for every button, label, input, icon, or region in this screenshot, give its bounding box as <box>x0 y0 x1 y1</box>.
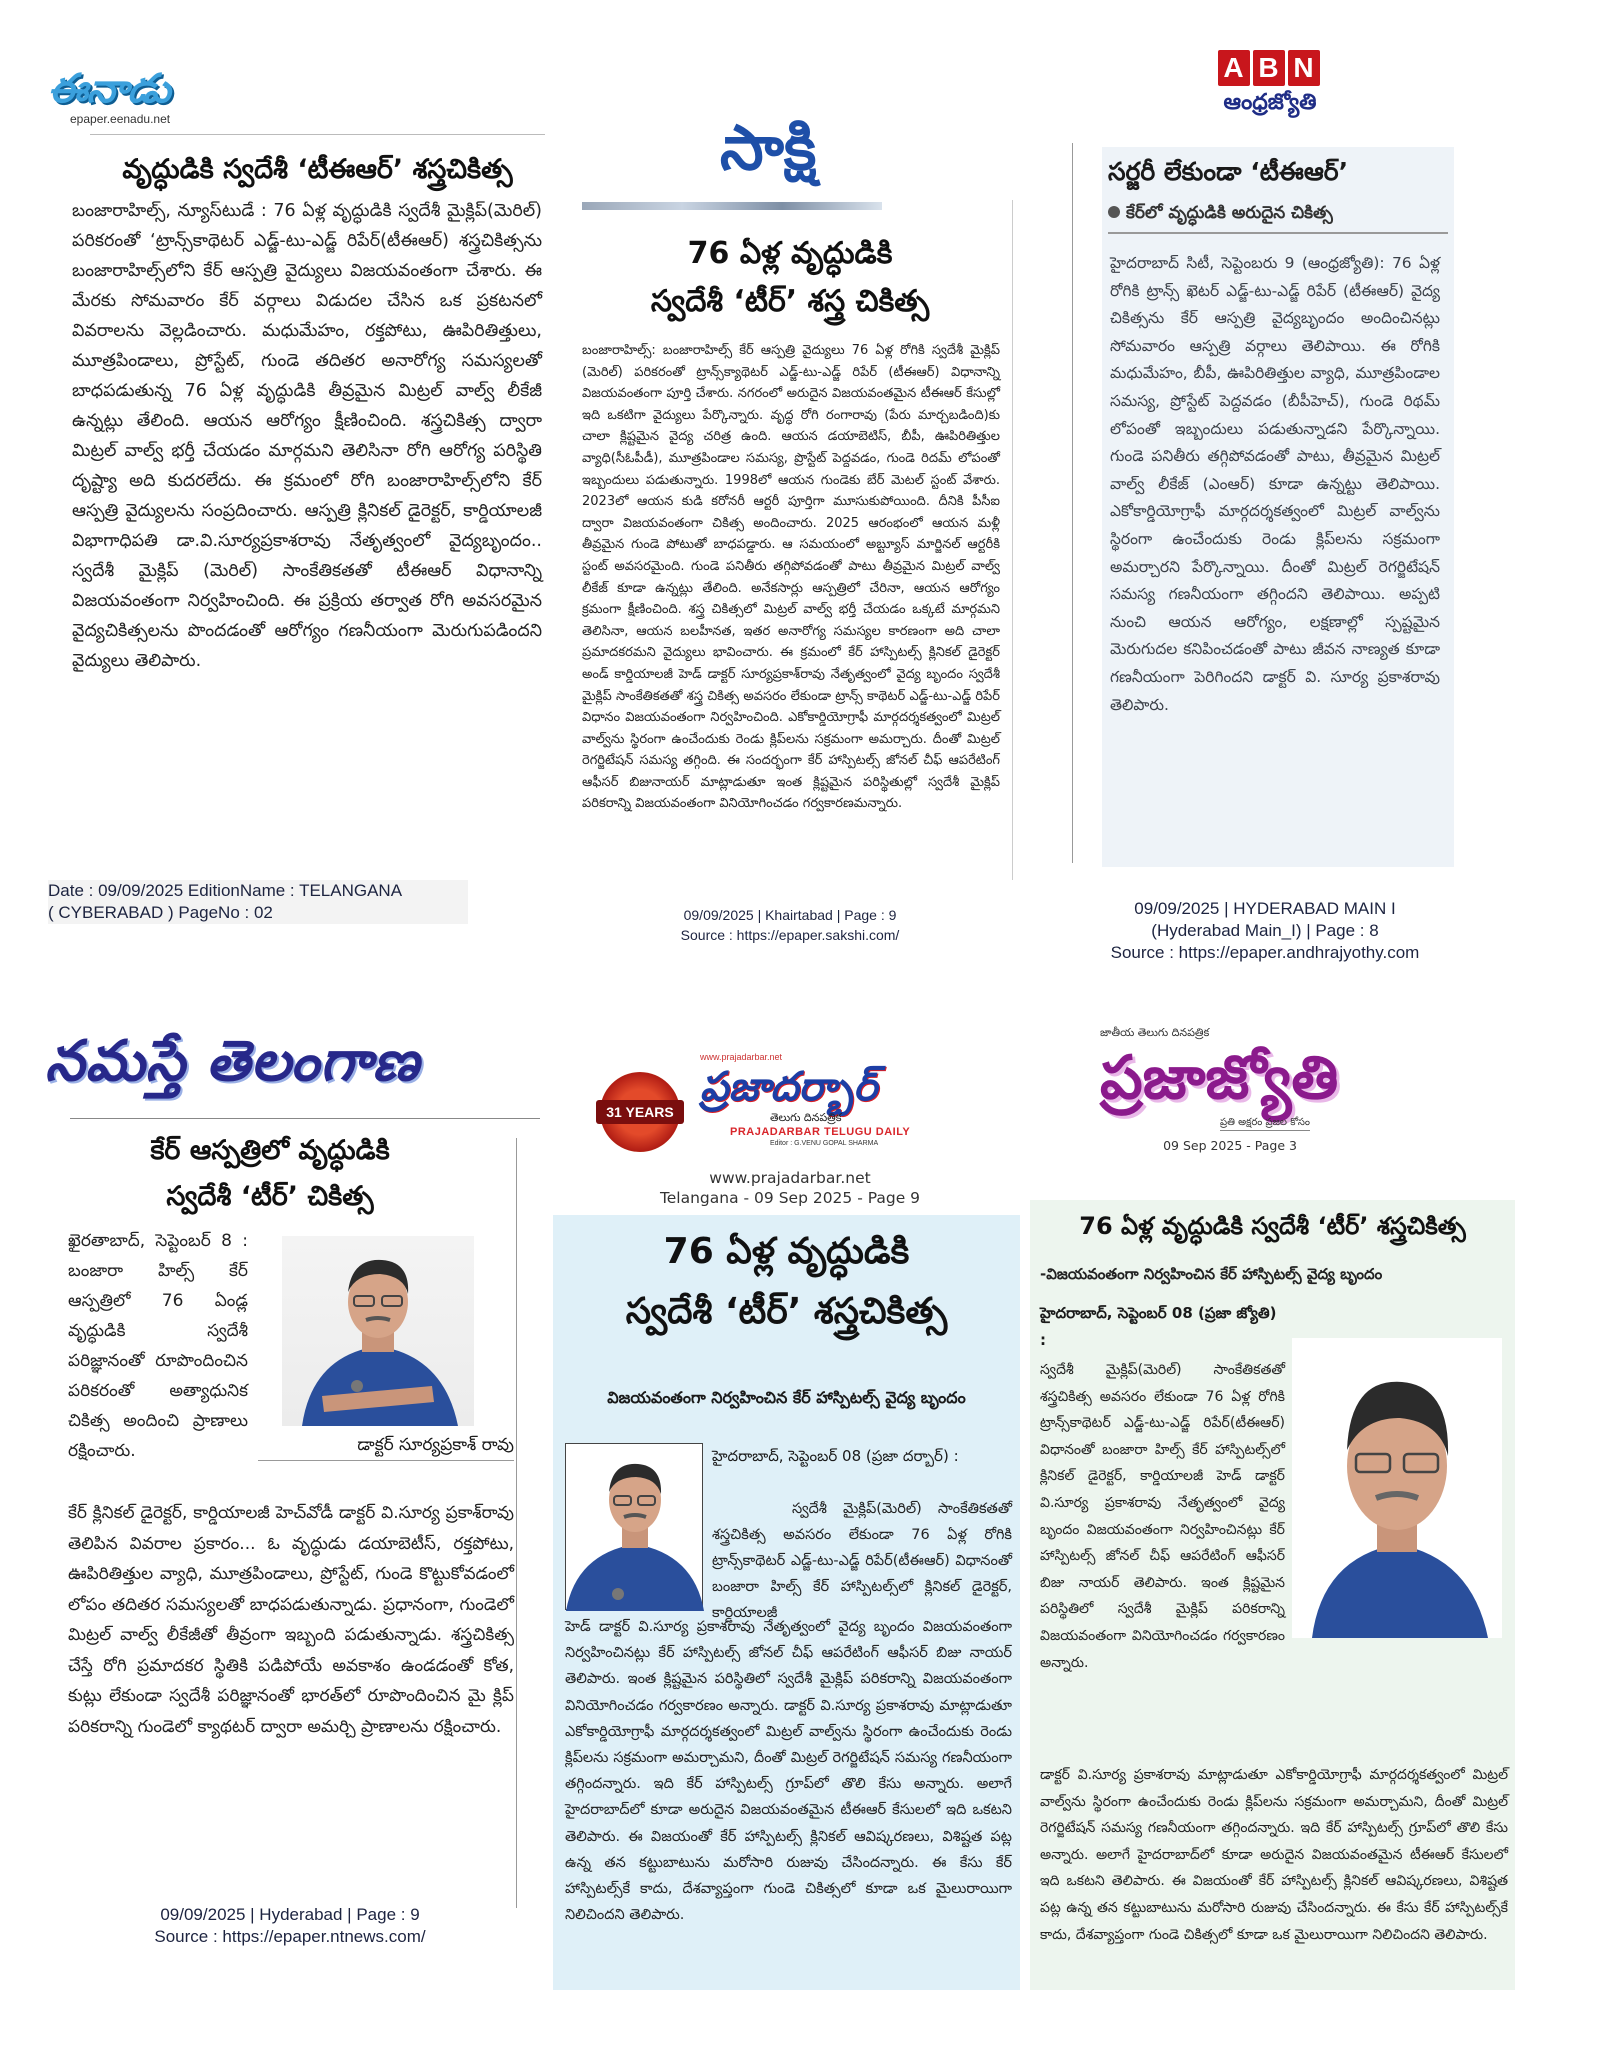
prajadarbar-subhead: విజయవంతంగా నిర్వహించిన కేర్ హాస్పిటల్స్ వైద్య బృందం <box>607 1388 966 1407</box>
eenadu-caption-line2: ( CYBERABAD ) PageNo : 02 <box>48 903 273 922</box>
namasthe-photo-caption: డాక్టర్ సూర్యప్రకాశ్ రావు <box>258 1432 514 1461</box>
andhrajyothy-caption-line3: Source : https://epaper.andhrajyothy.com <box>1110 943 1420 962</box>
prajajyothy-logo: ప్రజాజ్యోతి <box>1100 1043 1339 1113</box>
prajadarbar-editor: Editor : G.VENU GOPAL SHARMA <box>770 1140 879 1147</box>
prajadarbar-caption-line2: Telangana - 09 Sep 2025 - Page 9 <box>659 1189 921 1207</box>
doctor-portrait-icon <box>566 1444 704 1611</box>
prajajyothy-logo-block <box>1100 1026 1460 1155</box>
prajajyothy-subhead: -విజయవంతంగా నిర్వహించిన కేర్ హాస్పిటల్స్ వైద్య బృందం <box>1040 1265 1383 1283</box>
eenadu-logo <box>48 66 248 126</box>
andhrajyothy-headline: సర్జరీ లేకుండా ‘టీఈఆర్’ <box>1108 157 1349 186</box>
prajadarbar-logo: ప్రజాదర్బార్ <box>700 1064 878 1110</box>
sakshi-caption-line1: 09/09/2025 | Khairtabad | Page : 9 <box>683 907 897 923</box>
abn-logo-letters <box>1218 50 1323 88</box>
sakshi-column-rule <box>1012 200 1013 880</box>
doctor-portrait-icon <box>282 1236 474 1426</box>
abn-letter-n: N <box>1288 50 1320 86</box>
prajadarbar-logo-block <box>700 1052 1000 1148</box>
doctor-portrait-icon <box>1292 1338 1502 1638</box>
sakshi-article-body: బంజారాహిల్స్: బంజారాహిల్స్ కేర్ ఆస్పత్రి వైద్యులు 76 ఏళ్ల రోగికి స్వదేశీ మైక్లిప్ (మెరిల్) పరికరంతో ట్రాన్స్‌క్యాథెటర్ ఎడ్జ్-టు-ఎడ్జ్ రిపేర్ (టీఈఆర్) విధానాన్ని విజయవంతంగా పూర్తి చేశారు. నగరంలో అరుదైన విజయవంతమైన టీఈఆర్ కేసుల్లో ఇది ఒకటిగా వైద్యులు పేర్కొన్నారు. వృద్ధ రోగి రంగారావు (పేరు మార్చబడింది)కు చాలా క్లిష్టమైన వైద్య చరిత్ర ఉంది. ఆయన డయాబెటిస్, బీపీ, ఊపిరితిత్తుల వ్యాధి(సీఓపీడీ), మూత్రపిండాల సమస్య, ప్రొస్టేట్ పెద్దవడం, గుండె రిదమ్ లోపంతో ఇబ్బందులు పడుతున్నారు. 1998లో ఆయన గుండెకు బేర్ మెటల్ స్టంట్ వేశారు. 2023లో ఆయన కుడి కరోనరీ ఆర్టరీ పూర్తిగా మూసుకుపోయింది. దీనికి పీసీఐ ద్వారా విజయవంతంగా చికిత్స అందించారు. 2025 ఆరంభంలో ఆయన మళ్లీ తీవ్రమైన గుండె పోటుతో బాధపడ్డారు. ఆ సమయంలో అబ్ట్యూస్ మార్జినల్ ఆర్టరీకి స్టంట్ అవసరమైంది. గుండె పనితీరు తగ్గిపోవడంతో పాటు తీవ్రమైన మిట్రల్ వాల్వ్ లీకేజ్ కూడా ఉన్నట్లు తేలింది. అనేకసార్లు ఆస్పత్రిలో చేరినా, ఆయన ఆరోగ్యం క్రమంగా క్షీణించింది. శస్త్ర చికిత్సలో మిట్రల్ వాల్వ్ భర్తీ చేయడం ఒక్కటే మార్గమని తెలిసినా, ఆయన బలహీనత, ఇతర అనారోగ్య సమస్యల కారణంగా అది చాలా ప్రమాదకరమని వైద్యులు భావించారు. ఈ క్రమంలో కేర్ హాస్పిటల్స్ క్లినికల్ డైరెక్టర్ అండ్ కార్డియాలజీ హెడ్ డాక్టర్ సూర్యప్రకాశ్‌రావు నేతృత్వంలో వైద్య బృందం స్వదేశీ మైక్లిప్ సాంకేతికతతో శస్త్ర చికిత్స అవసరం లేకుండా ట్రాన్స్ కాథెటర్ ఎడ్జ్-టు-ఎడ్జ్ రిపేర్ విధానం విజయవంతంగా నిర్వహించింది. ఎకోకార్డియోగ్రాఫీ మార్గదర్శకత్వంలో మిట్రల్ వాల్వ్‌ను స్థిరంగా ఉంచేందుకు రెండు క్లిప్‌లను సక్రమంగా అమర్చారు. దీంతో మిట్రల్ రెగర్జిటేషన్ సమస్య తగ్గింది. ఈ సందర్భంగా కేర్ హాస్పిటల్స్ జోనల్ చీఫ్ ఆపరేటింగ్ ఆఫీసర్ బిజునాయర్ మాట్లాడుతూ ఇంత క్లిష్టమైన పరిస్థితుల్లో స్వదేశీ మైక్లిప్ పరికరాన్ని విజయవంతంగా వినియోగించడం గర్వకారణమన్నారు. <box>582 343 1000 812</box>
sakshi-header-strip <box>582 202 882 210</box>
abn-letter-a: A <box>1218 50 1250 86</box>
namasthe-divider <box>70 1118 540 1119</box>
sakshi-source-caption <box>580 905 1000 945</box>
prajadarbar-logo-url: www.prajadarbar.net <box>700 1052 783 1062</box>
prajajyothy-source-caption: 09 Sep 2025 - Page 3 <box>1163 1138 1297 1153</box>
prajadarbar-dateline: హైదరాబాద్, సెప్టెంబర్ 08 (ప్రజా దర్బార్) : <box>712 1447 959 1465</box>
prajadarbar-article-body: హెడ్ డాక్టర్ వి.సూర్య ప్రకాశరావు నేతృత్వంలో వైద్య బృందం విజయవంతంగా నిర్వహించినట్లు కేర్ హాస్పిటల్స్ జోనల్ చీఫ్ ఆపరేటింగ్ ఆఫీసర్ బిజు నాయర్ తెలిపారు. ఇంత క్లిష్టమైన పరిస్థితిలో స్వదేశీ మైక్లిప్ పరికరాన్ని విజయవంతంగా వినియోగించడం గర్వకారణం అన్నారు. డాక్టర్ వి.సూర్య ప్రకాశరావు మాట్లాడుతూ ఎకోకార్డియోగ్రాఫీ మార్గదర్శకత్వంలో మిట్రల్ వాల్వ్‌ను స్థిరంగా ఉంచేందుకు రెండు క్లిప్‌లను సక్రమంగా అమర్చామని, దీంతో మిట్రల్ రెగర్జిటేషన్ సమస్య గణనీయంగా తగ్గిందన్నారు. ఇది కేర్ హాస్పిటల్స్ గ్రూప్‌లో తొలి కేసు అన్నారు. అలాగే హైదరాబాద్‌లో కూడా అరుదైన విజయవంతమైన టీఈఆర్ కేసులలో ఇది ఒకటని తెలిపారు. ఈ విజయంతో కేర్ హాస్పిటల్స్ క్లినికల్ ఆవిష్కరణలు, విశిష్టత పట్ల ఉన్న తన కట్టుబాటును మరోసారి రుజువు చేసిందన్నారు. ఈ కేసు కేర్ హాస్పిటల్స్‌కే కాదు, దేశవ్యాప్తంగా గుండె చికిత్సలో కూడా ఒక మైలురాయిగా నిలిచిందని తెలిపారు. <box>565 1619 1012 1924</box>
namasthe-article-body: కేర్ క్లినికల్ డైరెక్టర్, కార్డియాలజీ హెచ్‌వోడీ డాక్టర్ వి.సూర్య ప్రకాశ్‌రావు తెలిపిన వివరాల ప్రకారం... ఓ వృద్ధుడు డయాబెటీస్, రక్తపోటు, ఊపిరితిత్తుల వ్యాధి, మూత్రపిండాలు, ప్రోస్టేట్, గుండె కొట్టుకోవడంలో లోపం తదితర సమస్యలతో బాధపడుతున్నాడు. ప్రధానంగా, గుండెలో మిట్రల్ వాల్వ్ లీకేజీతో తీవ్రంగా ఇబ్బంది పడుతున్నాడు. శస్త్రచికిత్స చేస్తే రోగి ప్రమాదకర స్థితికి పడిపోయే అవకాశం ఉండడంతో కోత, కుట్లు లేకుండా స్వదేశీ పరిజ్ఞానంతో భారత్‌లో రూపొందించిన మై క్లిప్ పరికరాన్ని గుండెలో క్యాథటర్ ద్వారా అమర్చి ప్రాణాలను రక్షించారు. <box>68 1503 514 1737</box>
eenadu-logo-url: epaper.eenadu.net <box>70 112 171 126</box>
prajadarbar-logo-en-sub: PRAJADARBAR TELUGU DAILY <box>730 1126 911 1138</box>
andhrajyothy-caption-line1: 09/09/2025 | HYDERABAD MAIN I <box>1134 899 1396 918</box>
prajadarbar-headline-line2: స్వదేశీ ‘టీర్’ శస్త్రచికిత్స <box>625 1291 948 1332</box>
prajadarbar-doctor-photo <box>565 1443 703 1610</box>
andhrajyothy-source-caption <box>1065 898 1465 964</box>
andhrajyothy-article-body: హైదరాబాద్ సిటీ, సెప్టెంబరు 9 (ఆంధ్రజ్యోతి): 76 ఏళ్ల రోగికి ట్రాన్స్ ఖెటర్ ఎడ్జ్-టు-ఎడ్జ్ రిపేర్ (టీఈఆర్) వైద్య చికిత్సను కేర్ ఆస్పత్రి వైద్యబృందం అందించినట్లు సోమవారం ఆస్పత్రి వర్గాలు తెలిపాయి. ఈ రోగికి మధుమేహం, బీపీ, ఊపిరితిత్తుల వ్యాధి, మూత్రపిండాల సమస్య, ప్రోస్టేట్ పెద్దవడం (బీపీహెచ్), గుండె రిథమ్ లోపంతో ఇబ్బందులు పడుతున్నాడని పేర్కొన్నాయి. గుండె పనితీరు తగ్గిపోవడంతో పాటు, తీవ్రమైన మిట్రల్ వాల్వ్ లీకేజ్ (ఎంఆర్) కూడా ఉన్నట్టు తెలిపాయి. ఎకోకార్డియోగ్రాఫీ మార్గదర్శకత్వంలో మిట్రల్ వాల్వ్‌ను స్థిరంగా ఉంచేందుకు రెండు క్లిప్‌లను సక్రమంగా అమర్చారని పేర్కొన్నాయి. దీంతో మిట్రల్ రెగర్జిటేషన్ సమస్య గణనీయంగా తగ్గిందని తెలిపాయి. అప్పటి నుంచి ఆయన ఆరోగ్యం, లక్షణాల్లో స్పష్టమైన మెరుగుదల కనిపించడంతో పాటు జీవన నాణ్యత కూడా గణనీయంగా పెరిగిందని డాక్టర్ వి. సూర్య ప్రకాశరావు తెలిపారు. <box>1110 254 1440 714</box>
eenadu-logo-wordmark: ఈనాడు <box>48 66 170 112</box>
prajajyothy-headline: 76 ఏళ్ల వృద్ధుడికి స్వదేశీ ‘టీర్’ శస్త్రచికిత్స <box>1079 1212 1466 1240</box>
abn-letter-b: B <box>1253 50 1285 86</box>
namasthe-doctor-photo <box>282 1236 474 1426</box>
eenadu-source-caption <box>48 880 468 924</box>
namasthe-source-caption <box>80 1904 500 1948</box>
prajajyothy-tagline-bottom: ప్రతి అక్షరం ప్రజల కోసం <box>1220 1116 1310 1131</box>
prajadarbar-intro: స్వదేశీ మైక్లిప్(మెరిల్) సాంకేతికతతో శస్త్రచికిత్స అవసరం లేకుండా 76 ఏళ్ల రోగికి ట్రాన్స్‌కాథెటర్ ఎడ్జ్-టు-ఎడ్జ్ రిపేర్(టీఈఆర్) విధానంతో బంజారా హిల్స్ కేర్ హాస్పిటల్స్‌లో క్లినికల్ డైరెక్టర్, కార్డియాలజీ <box>712 1501 1012 1621</box>
bullet-icon <box>1108 206 1120 218</box>
prajajyothy-article-body: డాక్టర్ వి.సూర్య ప్రకాశరావు మాట్లాడుతూ ఎకోకార్డియోగ్రాఫీ మార్గదర్శకత్వంలో మిట్రల్ వాల్వ్‌ను స్థిరంగా ఉంచేందుకు రెండు క్లిప్‌లను సక్రమంగా అమర్చామని, దీంతో మిట్రల్ రెగర్జిటేషన్ సమస్య గణనీయంగా తగ్గిందన్నారు. ఇది కేర్ హాస్పిటల్స్ గ్రూప్‌లో తొలి కేసు అన్నారు. అలాగే హైదరాబాద్‌లో కూడా అరుదైన విజయవంతమైన టీఈఆర్ కేసులలో ఇది ఒకటని తెలిపారు. ఈ విజయంతో కేర్ హాస్పిటల్స్ క్లినికల్ ఆవిష్కరణలు, విశిష్టత పట్ల ఉన్న తన కట్టుబాటును మరోసారి రుజువు చేసిందన్నారు. ఈ కేసు కేర్ హాస్పిటల్స్‌కే కాదు, దేశవ్యాప్తంగా గుండె చికిత్సలో కూడా ఒక మైలురాయిగా నిలిచిందని తెలిపారు. <box>1040 1767 1508 1943</box>
namasthe-logo: నమస్తే తెలంగాణ <box>45 1029 420 1094</box>
namasthe-intro: ఖైరతాబాద్, సెప్టెంబర్ 8 : బంజారా హిల్స్ కేర్ ఆస్పత్రిలో 76 ఏండ్ల వృద్ధుడికి స్వదేశీ పరిజ్ఞానంతో రూపొందించిన పరికరంతో అత్యాధునిక చికిత్స అందించి ప్రాణాలు రక్షించారు. <box>68 1231 248 1461</box>
namasthe-caption-line1: 09/09/2025 | Hyderabad | Page : 9 <box>160 1905 420 1924</box>
prajadarbar-headline-line1: 76 ఏళ్ల వృద్ధుడికి <box>663 1231 910 1272</box>
namasthe-headline-line2: స్వదేశీ ‘టీర్’ చికిత్స <box>166 1181 374 1212</box>
andhrajyothy-caption-line2: (Hyderabad Main_I) | Page : 8 <box>1151 921 1379 940</box>
sakshi-headline-line2: స్వదేశీ ‘టీర్’ శస్త్ర చికిత్స <box>650 284 930 319</box>
eenadu-caption-line1: Date : 09/09/2025 EditionName : TELANGANA <box>48 881 403 900</box>
eenadu-headline: వృద్ధుడికి స్వదేశీ ‘టీఈఆర్’ శస్త్రచికిత్స <box>122 154 513 185</box>
andhrajyothy-wordmark: ఆంధ్రజ్యోతి <box>1223 90 1317 115</box>
namasthe-caption-line2: Source : https://epaper.ntnews.com/ <box>154 1927 426 1946</box>
sakshi-headline-line1: 76 ఏళ్ల వృద్ధుడికి <box>687 236 893 271</box>
eenadu-article-body: బంజారాహిల్స్, న్యూస్‌టుడే : 76 ఏళ్ల వృద్ధుడికి స్వదేశీ మైక్లిప్(మెరిల్) పరికరంతో ‘ట్రాన్స్‌కాథెటర్ ఎడ్జ్-టు-ఎడ్జ్ రిపేర్(టీఈఆర్) శస్త్రచికిత్సను బంజారాహిల్స్‌లోని కేర్ ఆస్పత్రి వైద్యులు విజయవంతంగా చేశారు. ఈ మేరకు సోమవారం కేర్ వర్గాలు విడుదల చేసిన ఒక ప్రకటనలో వివరాలను వెల్లడించారు. మధుమేహం, రక్తపోటు, ఊపిరితిత్తులు, మూత్రపిండాలు, ప్రోస్టేట్, గుండె తదితర అనారోగ్య సమస్యలతో బాధపడుతున్న 76 ఏళ్ల వృద్ధుడికి తీవ్రమైన మిట్రల్ వాల్వ్ లీకేజీ ఉన్నట్లు తేలింది. ఆయన ఆరోగ్యం క్షీణించింది. శస్త్రచికిత్స ద్వారా మిట్రల్ వాల్వ్ భర్తీ చేయడం మార్గమని తెలిసినా రోగి ఆరోగ్య పరిస్థితి దృష్ట్యా అది కుదరలేదు. ఈ క్రమంలో రోగి బంజారాహిల్స్‌లోని కేర్ ఆస్పత్రి వైద్యులను సంప్రదించారు. ఆస్పత్రి క్లినికల్ డైరెక్టర్, కార్డియాలజీ విభాగాధిపతి డా.వి.సూర్యప్రకాశరావు నేతృత్వంలో వైద్యబృందం.. స్వదేశీ మైక్లిప్ (మెరిల్) సాంకేతికతతో టీఈఆర్ విధానాన్ని విజయవంతంగా నిర్వహించింది. ఈ ప్రక్రియ తర్వాత రోగి అవసరమైన వైద్యచికిత్సలను పొందడంతో ఆరోగ్యం గణనీయంగా మెరుగుపడిందని వైద్యులు తెలిపారు. <box>72 201 542 671</box>
prajadarbar-31-years-badge <box>600 1072 680 1152</box>
namasthe-headline-line1: కేర్ ఆస్పత్రిలో వృద్ధుడికి <box>150 1135 390 1166</box>
prajadarbar-caption-line1: www.prajadarbar.net <box>709 1169 871 1187</box>
andhrajyothy-subhead-text: కేర్‌లో వృద్ధుడికి అరుదైన చికిత్స <box>1126 203 1333 223</box>
prajajyothy-doctor-photo <box>1292 1338 1502 1638</box>
sakshi-caption-line2: Source : https://epaper.sakshi.com/ <box>680 927 900 943</box>
prajajyothy-dateline: హైదరాబాద్, సెప్టెంబర్ 08 (ప్రజా జ్యోతి) : <box>1040 1304 1277 1349</box>
sakshi-logo: సాక్షి <box>720 111 817 184</box>
sakshi-headline <box>580 230 1000 326</box>
prajadarbar-source-caption <box>580 1168 1000 1208</box>
andhrajyothy-left-rule <box>1072 143 1073 863</box>
prajadarbar-headline <box>553 1222 1020 1342</box>
namasthe-headline <box>60 1128 480 1220</box>
prajajyothy-tagline-top: జాతీయ తెలుగు దినపత్రిక <box>1100 1026 1210 1039</box>
andhrajyothy-subhead <box>1108 200 1448 234</box>
badge-label: 31 YEARS <box>596 1100 684 1124</box>
eenadu-divider <box>90 134 545 135</box>
namasthe-right-rule <box>516 1138 517 1908</box>
prajajyothy-intro: స్వదేశీ మైక్లిప్(మెరిల్) సాంకేతికతతో శస్త్రచికిత్స అవసరం లేకుండా 76 ఏళ్ల రోగికి ట్రాన్స్‌కాథెటర్ ఎడ్జ్-టు-ఎడ్జ్ రిపేర్(టీఈఆర్) విధానంతో బంజారా హిల్స్ కేర్ హాస్పిటల్స్‌లో క్లినికల్ డైరెక్టర్, కార్డియాలజీ హెడ్ డాక్టర్ వి.సూర్య ప్రకాశరావు నేతృత్వంలో వైద్య బృందం విజయవంతంగా నిర్వహించినట్లు కేర్ హాస్పిటల్స్ జోనల్ చీఫ్ ఆపరేటింగ్ ఆఫీసర్ బిజు నాయర్ తెలిపారు. ఇంత క్లిష్టమైన పరిస్థితిలో స్వదేశీ మైక్లిప్ పరికరాన్ని విజయవంతంగా వినియోగించడం గర్వకారణం అన్నారు. <box>1040 1362 1285 1671</box>
prajadarbar-logo-tel-sub: తెలుగు దినపత్రిక <box>770 1111 842 1124</box>
andhrajyothy-logo <box>1195 50 1345 118</box>
